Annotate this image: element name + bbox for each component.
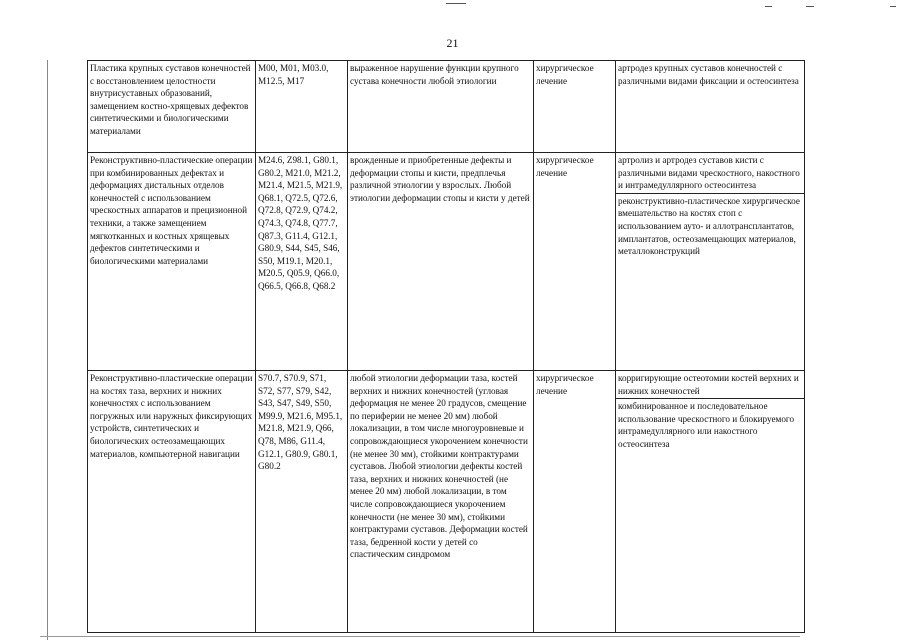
scan-bottom-edge — [40, 636, 800, 637]
table-row — [88, 153, 805, 371]
care-type-cell: Пластика крупных суставов конечностей с восстановлением целостности внутрисуставных образований, замещением костно-хрящевых дефектов синтетическими и биологическими материалами — [88, 61, 256, 153]
treatment-method: артролиз и артродез суставов кисти с различными видами чрескостного, накостного и интрамедуллярного остеосинтеза — [616, 153, 804, 194]
patient-model-cell: врожденные и приобретенные дефекты и деформации стопы и кисти, предплечья различной этиологии у взрослых. Любой этиологии деформации стопы и кисти у детей — [348, 153, 534, 371]
diagnosis-codes-cell: S70.7, S70.9, S71, S72, S77, S79, S42, S43, S47, S49, S50, M99.9, M21.6, M95.1, M21.8, M21.9, Q66, Q78, M86, G11.4, G12.1, G80.9, G80.1, G80.2 — [256, 371, 348, 633]
treatment-method: корригирующие остеотомии костей верхних и нижних конечностей — [616, 371, 804, 399]
table-row — [88, 371, 805, 633]
scan-mark-right-1 — [765, 6, 772, 7]
table-row — [88, 61, 805, 153]
treatment-methods-cell — [616, 61, 805, 153]
patient-model-cell: выраженное нарушение функции крупного сустава конечности любой этиологии — [348, 61, 534, 153]
scan-mark-right-3 — [890, 6, 896, 7]
treatment-method: артродез крупных суставов конечностей с различными видами фиксации и остеосинтеза — [618, 63, 799, 86]
treatment-methods-cell — [616, 153, 805, 371]
medical-care-table — [87, 60, 805, 633]
patient-model-cell: любой этиологии деформации таза, костей верхних и нижних конечностей (угловая деформация не менее 20 градусов, смещение по периферии не менее 20 мм) любой локализации, в том числе многоуровневые и сопровождающиеся укорочением конечности (не менее 30 мм), стойкими контрактурами суставов. Любой этиологии дефекты костей таза, верхних и нижних конечностей (не менее 20 мм) любой локализации, в том числе сопровождающиеся укорочением конечности (не менее 30 мм), стойкими контрактурами суставов. Деформации костей таза, бедренной кости у детей со спастическим синдромом — [348, 371, 534, 633]
treatment-type-cell: хирургическое лечение — [534, 61, 616, 153]
treatment-method: реконструктивно-пластическое хирургическое вмешательство на костях стоп с использованием ауто- и аллотрансплантатов, имплантатов, остеозамещающих материалов, металлоконструкций — [618, 195, 800, 257]
scan-mark-top — [446, 3, 466, 4]
treatment-method: комбинированное и последовательное использование чрескостного и блокируемого интрамедуллярного или накостного остеосинтеза — [618, 401, 795, 449]
treatment-methods-cell — [616, 371, 805, 633]
treatment-type-cell: хирургическое лечение — [534, 371, 616, 633]
binding-margin-line — [47, 60, 48, 640]
diagnosis-codes-cell: M00, M01, M03.0, M12.5, M17 — [256, 61, 348, 153]
scan-mark-right-2 — [806, 6, 814, 7]
treatment-type-cell: хирургическое лечение — [534, 153, 616, 371]
diagnosis-codes-cell: M24.6, Z98.1, G80.1, G80.2, M21.0, M21.2, M21.4, M21.5, M21.9, Q68.1, Q72.5, Q72.6, Q72.8, Q72.9, Q74.2, Q74.3, Q74.8, Q77.7, Q87.3, G11.4, G12.1, G80.9, S44, S45, S46, S50, M19.1, M20.1, M20.5, Q05.9, Q66.0, Q66.5, Q66.8, Q68.2 — [256, 153, 348, 371]
page-number: 21 — [446, 36, 459, 50]
care-type-cell: Реконструктивно-пластические операции при комбинированных дефектах и деформациях дистальных отделов конечностей с использованием чрескостных аппаратов и прецизионной техники, а также замещением мягкотканных и костных хрящевых дефектов синтетическими и биологическими материалами — [88, 153, 256, 371]
care-type-cell: Реконструктивно-пластические операции на костях таза, верхних и нижних конечностях с использованием погружных или наружных фиксирующих устройств, синтетических и биологических остеозамещающих материалов, компьютерной навигации — [88, 371, 256, 633]
